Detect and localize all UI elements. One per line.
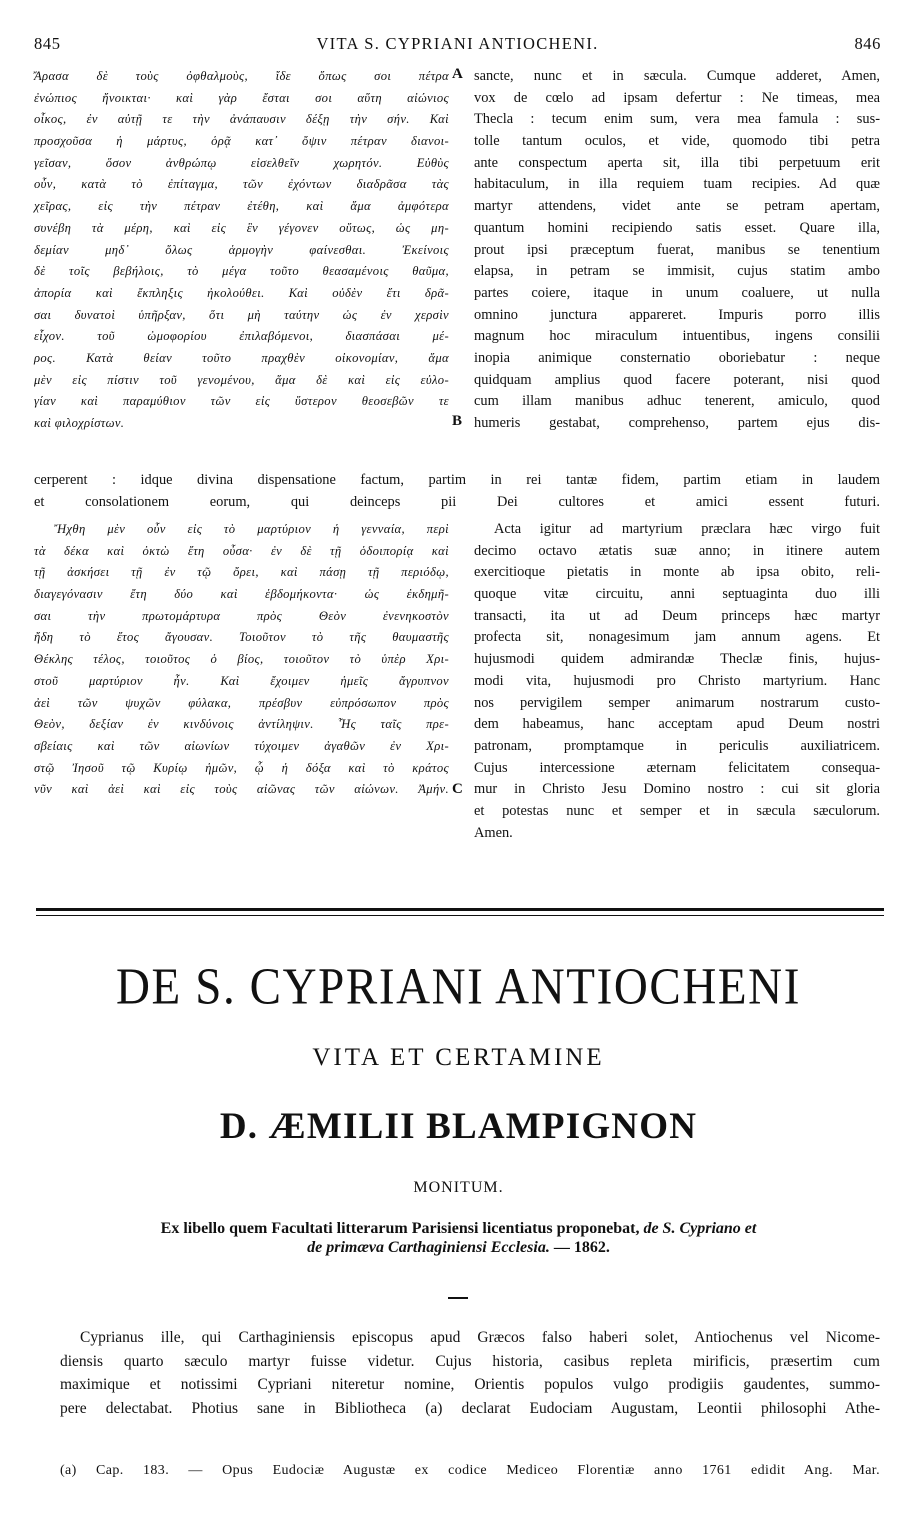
latin-full-width — [34, 470, 880, 513]
text-line: quantum homini recipiendo satis esset. Quare illa, — [474, 219, 880, 236]
text-line: nos pervigilem semper animarum nostrarum custo- — [474, 694, 880, 711]
text-line: σαι δυνατοὶ ὑπῆρξαν, ὅτι μὴ ταύτην ὡς ἐν χερσὶν — [34, 307, 449, 322]
text-line: χεῖρας, εἰς τὴν πέτραν ἐτέθη, καὶ ἅμα ἀμφότερα — [34, 199, 449, 214]
text-line: Θέκλης τέλος, τοιοῦτος ὁ βίος, τοιοῦτον τὸ ὑπὲρ Χρι- — [34, 652, 449, 667]
text-line: sancte, nunc et in sæcula. Cumque adderet, Amen, — [474, 68, 880, 84]
source-note-lead: Ex libello quem Facultati litterarum Parisiensi licentiatus proponebat, — [160, 1220, 640, 1237]
text-line: elapsa, in petram se immisit, cujus statim ambo — [474, 263, 880, 280]
text-line: ἀεὶ τῶν ψυχῶν φύλακα, πρέσβυν εὐπρόσωπον πρὸς — [34, 695, 449, 710]
text-line: partes coiere, itaque in unum coaluere, ut nulla — [474, 284, 880, 301]
text-line: νῦν καὶ ἀεὶ καὶ εἰς τοὺς αἰῶνας τῶν αἰώνων. Ἀμήν. — [34, 782, 449, 797]
text-line: εἶχον. τοῦ ὠμοφορίου ἐπιλαβόμενοι, διασπάσαι μέ- — [34, 329, 449, 344]
text-line: προσχοῦσα ἡ μάρτυς, ὁρᾷ κατ᾽ ὄψιν πέτραν διανοι- — [34, 134, 449, 149]
text-line: συνέβη τὰ μέρη, καὶ εἰς ἓν γέγονεν οὕτως, ὡς μη- — [34, 220, 449, 235]
text-line: maximique et notissimi Cypriani niteretur nomine, Orientis populos vulgo prodigiis gaudentes, summo- — [60, 1376, 880, 1393]
text-line: δεμίαν μηδ᾽ ὅλως ἁρμογὴν φαίνεσθαι. Ἐκείνοις — [34, 242, 449, 257]
latin-column-top — [474, 66, 880, 435]
text-line: transacti, ita ut ad Deum princeps hæc martyr — [474, 607, 880, 624]
text-line: γεῖσαν, ὅσον ἀνθρώπῳ εἰσελθεῖν χωρητόν. Εὐθὺς — [34, 155, 449, 170]
text-line: Cujus intercessione æternam felicitatem consequa- — [474, 759, 880, 776]
text-line: modi vita, hujusmodi pro Christo martyrium. Hanc — [474, 672, 880, 689]
text-line: exercitioque pietatis in monte ab ipsa obito, reli- — [474, 564, 880, 581]
text-line: τὰ δέκα καὶ ὀκτὼ ἔτη οὖσα· ἐν δὲ τῇ ὁδοιπορίᾳ καὶ — [34, 543, 449, 558]
margin-marker-b: B — [452, 413, 463, 429]
text-line: cerperent : idque divina dispensatione factum, partim in rei tantæ fidem, partim etiam in laudem — [34, 472, 880, 488]
text-line: ἐνώπιος ἤνοικται· καὶ γὰρ ἔσται σοι αὕτη αἰώνιος — [34, 90, 449, 105]
text-line: decimo octavo ætatis suæ anno; in itinere autem — [474, 542, 880, 559]
text-line: οἶκος, ἐν αὐτῇ τε τὴν ἀνάπαυσιν δέξῃ τὴν σήν. Καὶ — [34, 112, 449, 127]
text-line: cum illam manibus adhuc tenerent, amiculo, quod — [474, 393, 880, 410]
text-line: στῷ Ἰησοῦ τῷ Κυρίῳ ἡμῶν, ᾧ ἡ δόξα καὶ τὸ κράτος — [34, 760, 449, 775]
section-subtitle: VITA ET CERTAMINE — [312, 1044, 605, 1071]
source-note-year: — 1862. — [553, 1239, 610, 1256]
footnote: (a) Cap. 183. — Opus Eudociæ Augustæ ex codice Mediceo Florentiæ anno 1761 edidit Ang. Mar. — [60, 1463, 880, 1478]
text-line: ante conspectum aperta sit, illa tibi perpetuum erit — [474, 154, 880, 171]
text-line: Ἤχθη μὲν οὖν εἰς τὸ μαρτύριον ἡ γενναία, περὶ — [54, 522, 449, 536]
separator-dash — [448, 1297, 468, 1299]
text-line: ἤδη τὸ ἔτος ἄγουσαν. Τοιοῦτον τὸ τῆς θαυμαστῆς — [34, 630, 449, 645]
text-line: Cyprianus ille, qui Carthaginiensis episcopus apud Græcos falso haberi solet, Antiochenus vel Nicome- — [80, 1329, 880, 1346]
text-line: et potestas nunc et semper et in sæcula sæculorum. — [474, 802, 880, 819]
section-title: DE S. CYPRIANI ANTIOCHENI — [116, 958, 801, 1016]
monitum-heading: MONITUM. — [413, 1179, 504, 1196]
text-line: tolle tantum oculos, et vide, quomodo tibi petra — [474, 133, 880, 150]
text-line: διαγεγόνασιν ἔτη δύο καὶ ἑβδομήκοντα· ὡς ἐκδημῆ- — [34, 587, 449, 602]
section-rule-thin — [36, 915, 884, 916]
text-line: Ἄρασα δὲ τοὺς ὀφθαλμοὺς, ἴδε ὅπως σοι πέτρα — [34, 69, 449, 83]
text-line: humeris gestabat, comprehenso, partem ejus dis- — [474, 415, 880, 431]
text-line: Thecla : tecum enim sum, vera mea famula : sus- — [474, 111, 880, 128]
text-line: ἀπορία καὶ ἔκπληξις ἠκολούθει. Καὶ οὐδὲν ἔτι δρᾶ- — [34, 285, 449, 300]
text-line: hujusmodi quidem admirandæ Theclæ finis, hujus- — [474, 651, 880, 668]
text-line: quidquam amplius quod facere poterant, nisi quod — [474, 371, 880, 388]
text-line: habitaculum, in illa requiem tuam recipies. Ad quæ — [474, 176, 880, 193]
text-line: Θεὸν, δεξίαν ἐν κινδύνοις ἀντίληψιν. Ἧς ταῖς πρε- — [34, 717, 449, 732]
text-line: quoque vitæ circuitu, anni septuaginta duo illi — [474, 586, 880, 603]
text-line: patronam, promptamque in periculis auxiliatricem. — [474, 737, 880, 754]
text-line: martyr attendens, videt ante se petram apertam, — [474, 198, 880, 215]
text-line: profecta sit, nonagesimum jam annum agens. Et — [474, 629, 880, 646]
source-note-title-2: de primæva Carthaginiensi Ecclesia. — [307, 1239, 550, 1256]
text-line: mur in Christo Jesu Domino nostro : cui sit gloria — [474, 781, 880, 798]
greek-column-bottom — [34, 519, 449, 801]
margin-marker-a: A — [452, 66, 463, 82]
text-line: pere delectabat. Photius sane in Bibliotheca (a) declarat Eudociam Augustam, Leontii philosophi Athe- — [60, 1399, 880, 1417]
text-line: σβείαις καὶ τῶν αἰωνίων τύχοιμεν ἀγαθῶν ἐν Χρι- — [34, 738, 449, 753]
text-line: magnum hoc miraculum intuentibus, ingens consilii — [474, 328, 880, 345]
margin-marker-c: C — [452, 781, 463, 797]
latin-column-bottom — [474, 519, 880, 844]
text-line: τῇ ἀσκήσει τῇ ἐν τῷ ὄρει, καὶ πάσῃ τῇ περιόδῳ, — [34, 565, 449, 580]
page-number-right: 846 — [854, 34, 881, 53]
running-title: VITA S. CYPRIANI ANTIOCHENI. — [316, 34, 599, 53]
text-line: omnino junctura appareret. Impuris porro illis — [474, 306, 880, 323]
section-rule-thick — [36, 908, 884, 911]
text-line: Amen. — [474, 824, 513, 841]
text-line: diensis quarto sæculo martyr fuisse videtur. Cujus historia, casibus repleta mirificis, præsertim cum — [60, 1352, 880, 1370]
text-line: prout ipsi præceptum fuerat, manibus se tenentium — [474, 241, 880, 258]
text-line: Acta igitur ad martyrium præclara hæc virgo fuit — [494, 521, 880, 537]
text-line: στοῦ μαρτύριον ἦν. Καὶ ἔχοιμεν ἡμεῖς ἄγρυπνον — [34, 673, 449, 688]
text-line: γίαν καὶ παραμύθιον τῶν εἰς ὕστερον θεοσεβῶν τε — [34, 394, 449, 409]
greek-column-top — [34, 66, 449, 435]
text-line: vox de cœlo ad ipsam defertur : Ne timeas, mea — [474, 89, 880, 106]
text-line: καὶ φιλοχρίστων. — [34, 416, 125, 430]
monitum-body — [60, 1326, 880, 1420]
text-line: σαι τὴν πρωτομάρτυρα πρὸς Θεὸν ἐνενηκοστὸν — [34, 608, 449, 623]
text-line: dem habeamus, hanc acceptam apud Deum nostri — [474, 716, 880, 733]
section-author: D. ÆMILII BLAMPIGNON — [219, 1106, 698, 1147]
text-line: et consolationem eorum, qui deinceps pii Dei cultores et amici essent futuri. — [34, 493, 880, 510]
source-note-title-1: de S. Cypriano et — [643, 1220, 757, 1237]
running-header — [34, 34, 881, 58]
source-note — [0, 1219, 917, 1257]
text-line: μὲν εἰς πίστιν τοῦ γενομένου, ἅμα δὲ καὶ εἰς εὐλο- — [34, 372, 449, 387]
page-number-left: 845 — [34, 34, 61, 53]
text-line: δὲ τοῖς βεβήλοις, τὸ μέγα τοῦτο θεασαμένοις θαῦμα, — [34, 264, 449, 279]
text-line: οὖν, κατὰ τὸ ἐπίταγμα, τῶν ἐχόντων διαδρᾶσα τὰς — [34, 177, 449, 192]
text-line: inopia animique consternatio oboriebatur : neque — [474, 349, 880, 366]
text-line: ρος. Κατὰ θείαν τοῦτο πραχθὲν οἰκονομίαν, ἅμα — [34, 350, 449, 365]
